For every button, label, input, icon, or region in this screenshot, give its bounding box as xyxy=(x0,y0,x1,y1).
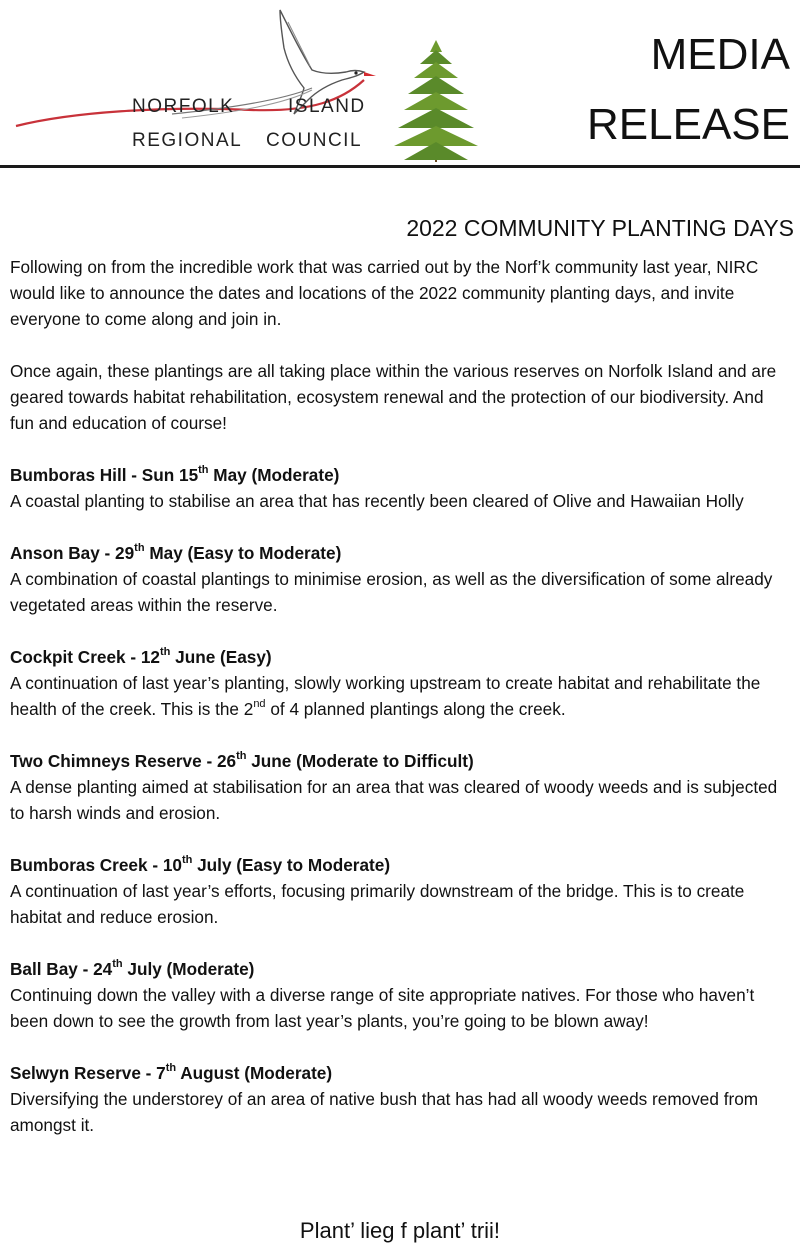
media-title-line-2: RELEASE xyxy=(587,100,790,149)
logo-word-council: COUNCIL xyxy=(266,130,363,151)
event-description: Continuing down the valley with a diverse range of site appropriate natives. For those who haven’t been down to see the growth from last year’s plants, you’re going to be blown away! xyxy=(10,985,755,1031)
event-description: A continuation of last year’s efforts, focusing primarily downstream of the bridge. This is to create habitat and reduce erosion. xyxy=(10,881,745,927)
planting-event xyxy=(10,852,792,930)
nirc-logo xyxy=(12,4,502,164)
intro-paragraph: Once again, these plantings are all taking place within the various reserves on Norfolk Island and are geared towards habitat rehabilitation, ecosystem renewal and the protection of our biodiversity. And fun and education of course! xyxy=(10,361,777,433)
media-title-line-1: MEDIA xyxy=(650,30,790,79)
planting-event xyxy=(10,956,792,1034)
event-heading: Bumboras Creek - 10th July (Easy to Moderate) xyxy=(10,854,391,875)
event-heading: Bumboras Hill - Sun 15th May (Moderate) xyxy=(10,464,340,485)
event-description: A continuation of last year’s planting, slowly working upstream to create habitat and rehabilitate the health of the creek. This is the 2nd of 4 planned plantings along the creek. xyxy=(10,673,761,719)
planting-event xyxy=(10,748,792,826)
event-description: A coastal planting to stabilise an area that has recently been cleared of Olive and Hawaiian Holly xyxy=(10,491,744,511)
logo-word-regional: REGIONAL xyxy=(132,130,243,151)
event-heading: Cockpit Creek - 12th June (Easy) xyxy=(10,646,272,667)
closing-tagline: Plant’ lieg f plant’ trii! xyxy=(299,1218,501,1243)
event-heading: Selwyn Reserve - 7th August (Moderate) xyxy=(10,1062,333,1083)
document-body xyxy=(10,212,792,1164)
intro-paragraph: Following on from the incredible work that was carried out by the Norf’k community last year, NIRC would like to announce the dates and locations of the 2022 community planting days, and invite everyone to come along and join in. xyxy=(10,257,759,329)
page-header xyxy=(0,0,800,168)
norfolk-pine-icon xyxy=(394,40,478,162)
header-divider xyxy=(0,165,800,168)
document-subtitle: 2022 COMMUNITY PLANTING DAYS xyxy=(406,215,794,241)
planting-event xyxy=(10,462,792,514)
logo-word-island: ISLAND xyxy=(288,96,366,117)
planting-event xyxy=(10,1060,792,1138)
logo-graphic xyxy=(12,4,502,164)
event-heading: Ball Bay - 24th July (Moderate) xyxy=(10,958,255,979)
event-description: A dense planting aimed at stabilisation for an area that was cleared of woody weeds and is subjected to harsh winds and erosion. xyxy=(10,777,778,823)
event-description: A combination of coastal plantings to minimise erosion, as well as the diversification of some already vegetated areas within the reserve. xyxy=(10,569,773,615)
logo-word-norfolk: NORFOLK xyxy=(132,96,235,117)
event-heading: Anson Bay - 29th May (Easy to Moderate) xyxy=(10,542,342,563)
planting-event xyxy=(10,644,792,722)
planting-event xyxy=(10,540,792,618)
media-release-title xyxy=(587,20,790,160)
event-description: Diversifying the understorey of an area of native bush that has had all woody weeds removed from amongst it. xyxy=(10,1089,759,1135)
event-heading: Two Chimneys Reserve - 26th June (Moderate to Difficult) xyxy=(10,750,474,771)
